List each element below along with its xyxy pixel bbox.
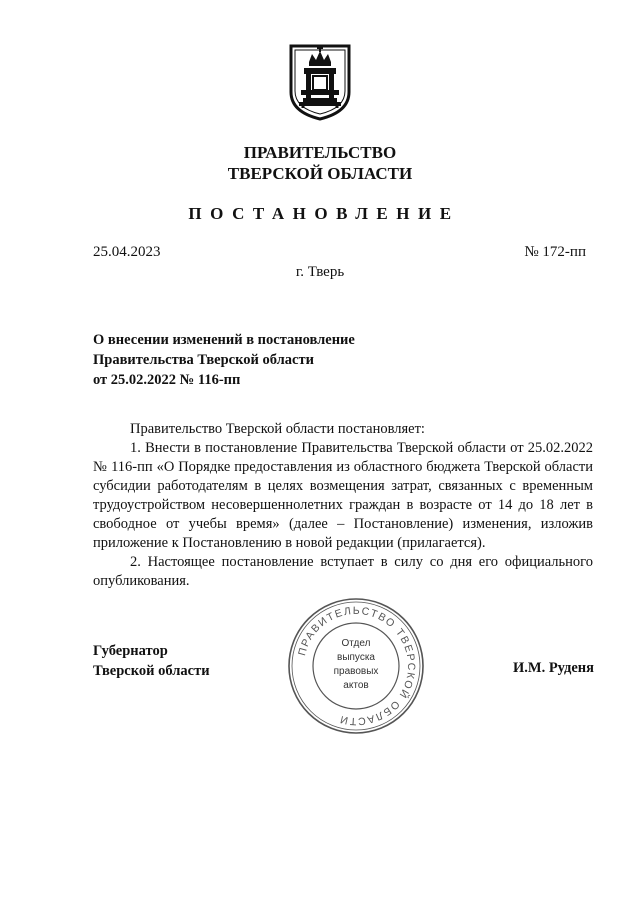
document-city: г. Тверь: [295, 264, 345, 280]
document-date: 25.04.2023: [93, 244, 161, 260]
document-subject: [93, 330, 355, 390]
coat-of-arms-icon: [287, 42, 353, 122]
seal-inner-line3: правовых: [333, 666, 379, 677]
document-number: № 172-пп: [524, 244, 586, 260]
seal-inner-line1: Отдел: [341, 638, 371, 649]
seal-ring-text: ПРАВИТЕЛЬСТВО ТВЕРСКОЙ ОБЛАСТИ: [296, 604, 418, 728]
org-name-line2: ТВЕРСКОЙ ОБЛАСТИ: [227, 164, 413, 183]
signatory-name: И.М. Руденя: [512, 660, 594, 676]
seal-inner-line2: выпуска: [337, 652, 375, 663]
document-body: [93, 420, 593, 591]
seal-inner-text: [324, 637, 388, 693]
org-name-line1: ПРАВИТЕЛЬСТВО: [243, 143, 397, 162]
subject-line3: от 25.02.2022 № 116-пп: [93, 372, 241, 388]
signatory-position: [93, 641, 210, 681]
position-line1: Губернатор: [93, 643, 168, 659]
subject-line2: Правительства Тверской области: [93, 352, 314, 368]
body-item-1: 1. Внести в постановление Правительства Тверской области от 25.02.2022 № 116-пп «О Порядке предоставления из областного бюджета Тверской области субсидии работодателям в целях возмещения затрат, связанных с временным трудоустройством несовершеннолетних граждан в возрасте от 14 до 18 лет в свободное от учебы время» (далее – Постановление) изменения, изложив приложение к Постановлению в новой редакции (прилагается).: [93, 440, 593, 551]
position-line2: Тверской области: [93, 663, 210, 679]
body-item-2: 2. Настоящее постановление вступает в силу со дня его официального опубликования.: [93, 554, 593, 589]
document-type: ПОСТАНОВЛЕНИЕ: [188, 204, 460, 223]
body-intro: Правительство Тверской области постановляет:: [130, 421, 425, 437]
subject-line1: О внесении изменений в постановление: [93, 332, 355, 348]
seal-inner-line4: актов: [343, 680, 369, 691]
